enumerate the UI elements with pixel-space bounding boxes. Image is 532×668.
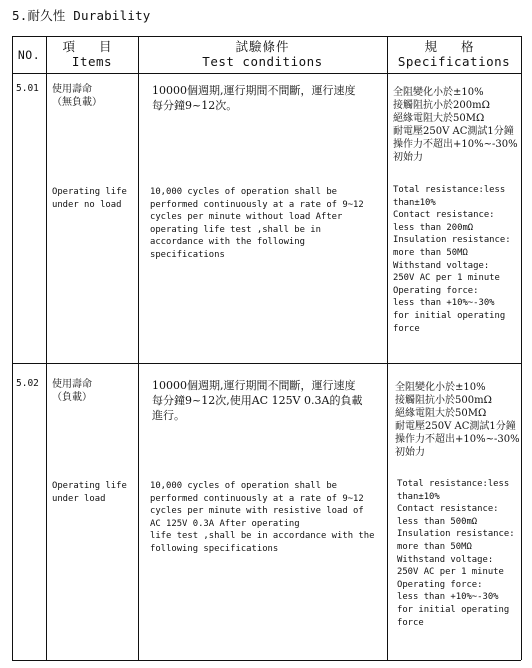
left-border	[12, 36, 13, 660]
condition-en	[150, 480, 374, 556]
condition-cn-line: 每分鐘9~12次,使用AC 125V 0.3A的負載	[152, 394, 363, 407]
spec-en-line: Insulation resistance:	[397, 529, 515, 540]
spec-cn-line: 操作力不超出+10%~-30%	[393, 139, 518, 150]
header-conditions-en: Test conditions	[202, 54, 323, 69]
col-divider-no	[46, 36, 47, 660]
spec-en-line: force	[393, 323, 420, 334]
spec-cn-line: 全阻變化小於±10%	[393, 87, 484, 98]
item-en-line: under load	[52, 493, 106, 504]
spec-en-line: Insulation resistance:	[393, 235, 511, 246]
spec-en-line: for initial operating	[397, 604, 510, 615]
spec-en	[393, 184, 511, 335]
condition-cn	[152, 83, 356, 113]
spec-en-line: more than 50MΩ	[397, 541, 472, 552]
item-en	[52, 186, 127, 211]
spec-cn-line: 初始力	[393, 152, 423, 163]
spec-en-line: Withstand voltage:	[393, 260, 490, 271]
spec-en-line: than±10%	[393, 197, 436, 208]
item-cn-line: （無負載）	[52, 97, 102, 108]
header-no-label: NO.	[17, 48, 41, 62]
spec-en-line: Withstand voltage:	[397, 554, 494, 565]
spec-cn-line: 絕緣電阻大於50MΩ	[393, 113, 485, 124]
condition-cn	[152, 378, 362, 423]
spec-en-line: Total resistance:less	[393, 185, 506, 195]
spec-en-line: Contact resistance:	[397, 504, 499, 515]
col-divider-conditions	[387, 36, 388, 660]
spec-en-line: Total resistance:less	[397, 479, 510, 489]
condition-en-line: cycles per minute with resistive load of	[150, 506, 364, 517]
condition-en-line: life test ,shall be in accordance with the	[150, 531, 375, 542]
condition-cn-line: 進行。	[152, 409, 185, 422]
header-bottom-border	[12, 73, 521, 74]
header-items-en: Items	[71, 54, 113, 69]
condition-en	[150, 186, 364, 262]
header-items-cn: 項 目	[62, 39, 122, 54]
condition-cn-line: 10000個週期,運行期間不間斷，運行速度	[152, 84, 356, 97]
table-bottom-border	[12, 660, 521, 661]
condition-en-line: cycles per minute without load After	[150, 212, 343, 223]
item-cn-line: 使用壽命	[52, 379, 92, 390]
header-items	[46, 39, 138, 69]
spec-en-line: Operating force:	[397, 579, 483, 590]
item-en-line: Operating life	[52, 481, 127, 491]
table-top-border	[12, 36, 521, 37]
item-cn-line: 使用壽命	[52, 84, 92, 95]
spec-cn	[393, 86, 518, 164]
spec-en-line: force	[397, 617, 424, 628]
spec-en-line: 250V AC per 1 minute	[393, 273, 500, 284]
item-en-line: under no load	[52, 199, 122, 210]
condition-en-line: AC 125V 0.3A After operating	[150, 518, 300, 529]
condition-en-line: accordance with the following	[150, 237, 305, 248]
spec-cn-line: 絕緣電阻大於50MΩ	[395, 408, 487, 419]
spec-cn-line: 操作力不超出+10%~-30%	[395, 434, 520, 445]
spec-cn-line: 全阻變化小於±10%	[395, 382, 486, 393]
condition-en-line: operating life test ,shall be in	[150, 224, 321, 235]
condition-en-line: performed continuously at a rate of 9~12	[150, 199, 364, 210]
condition-en-line: 10,000 cycles of operation shall be	[150, 187, 338, 197]
spec-en-line: less than 500mΩ	[397, 516, 478, 527]
right-border	[521, 36, 522, 660]
spec-en-line: 250V AC per 1 minute	[397, 567, 504, 578]
item-cn	[52, 378, 92, 404]
spec-cn-line: 初始力	[395, 447, 425, 458]
header-no	[12, 47, 46, 63]
spec-cn-line: 耐電壓250V AC測試1分鐘	[395, 421, 516, 432]
item-en	[52, 480, 127, 505]
header-conditions	[138, 39, 387, 69]
row-number: 5.01	[16, 83, 39, 94]
spec-cn-line: 耐電壓250V AC測試1分鐘	[393, 126, 514, 137]
item-en-line: Operating life	[52, 187, 127, 197]
spec-en-line: than±10%	[397, 491, 440, 502]
row-number: 5.02	[16, 378, 39, 389]
condition-en-line: following specifications	[150, 543, 279, 554]
item-cn-line: （負載）	[52, 392, 92, 403]
header-specs-cn: 規 格	[424, 39, 484, 54]
condition-en-line: specifications	[150, 249, 225, 260]
row-divider	[12, 363, 521, 364]
spec-en-line: Operating force:	[393, 285, 479, 296]
condition-cn-line: 每分鐘9~12次。	[152, 99, 238, 112]
col-divider-items	[138, 36, 139, 660]
item-cn	[52, 83, 102, 109]
spec-cn-line: 接觸阻抗小於500mΩ	[395, 395, 492, 406]
spec-cn-line: 接觸阻抗小於200mΩ	[393, 100, 490, 111]
spec-en-line: more than 50MΩ	[393, 247, 468, 258]
spec-en-line: Contact resistance:	[393, 210, 495, 221]
header-conditions-cn: 試驗條件	[235, 39, 290, 54]
header-specs	[387, 39, 521, 69]
condition-en-line: 10,000 cycles of operation shall be	[150, 481, 338, 491]
spec-en	[397, 478, 515, 629]
section-title: 5.耐久性 Durability	[12, 8, 151, 23]
condition-en-line: performed continuously at a rate of 9~12	[150, 493, 364, 504]
spec-en-line: less than 200mΩ	[393, 222, 474, 233]
spec-cn	[395, 381, 520, 459]
condition-cn-line: 10000個週期,運行期間不間斷，運行速度	[152, 379, 356, 392]
spec-en-line: for initial operating	[393, 310, 506, 321]
spec-en-line: less than +10%~-30%	[397, 592, 499, 603]
spec-en-line: less than +10%~-30%	[393, 298, 495, 309]
header-specs-en: Specifications	[397, 54, 511, 69]
